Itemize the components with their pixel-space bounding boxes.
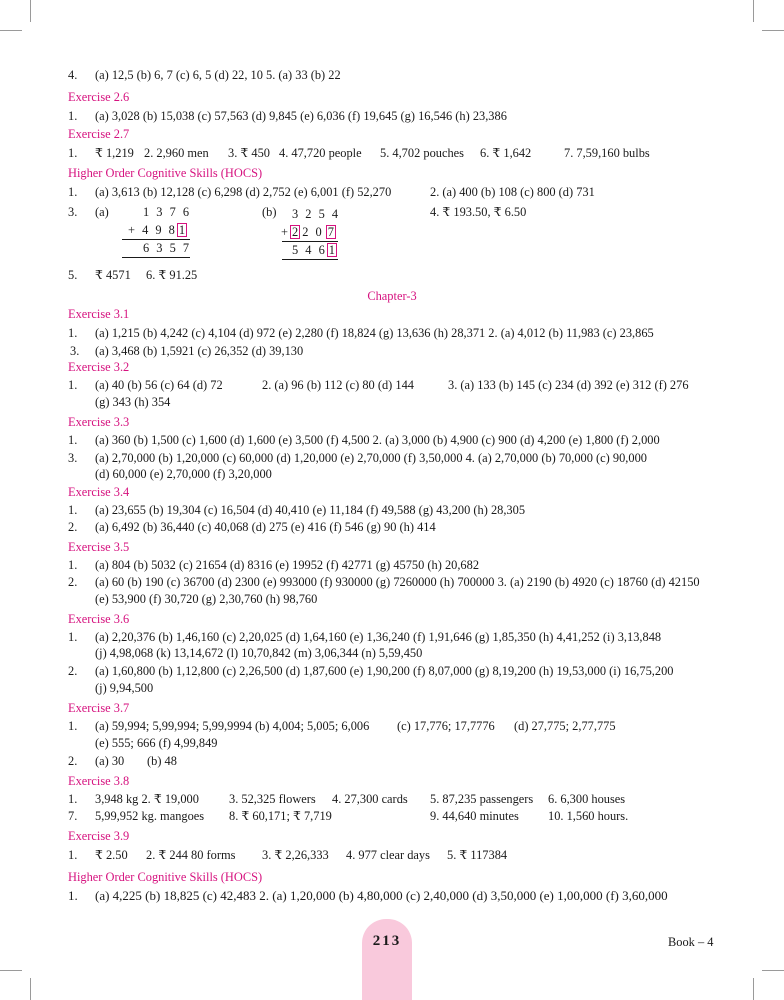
question-number: 2.: [68, 664, 78, 678]
answer-text: 5. ₹ 117384: [447, 848, 508, 862]
addend-digits: + 4 9 8: [128, 223, 177, 237]
answer-text: 4. 977 clear days: [346, 848, 430, 862]
answer-text: (a) 1,60,800 (b) 1,12,800 (c) 2,26,500 (d) 1,87,600 (e) 1,90,200 (f) 8,07,000 (g) 8,19,200 (h) 19,53,000 (i) 16,75,200: [95, 664, 674, 678]
answer-text: (d) 27,775; 2,77,775: [514, 719, 616, 733]
answer-text: 3. (a) 133 (b) 145 (c) 234 (d) 392 (e) 312 (f) 276: [448, 378, 689, 392]
crop-mark: [30, 0, 31, 22]
answer-text: (a) 2,70,000 (b) 1,20,000 (c) 60,000 (d) 1,20,000 (e) 2,70,000 (f) 3,50,000 4. (a) 2,70,000 (b) 70,000 (c) 90,000: [95, 451, 647, 465]
answer-text: 3. ₹ 450: [228, 146, 270, 160]
answer-text: 2. (a) 400 (b) 108 (c) 800 (d) 731: [430, 185, 595, 199]
exercise-heading: Exercise 3.1: [68, 307, 130, 321]
answer-text: 4. ₹ 193.50, ₹ 6.50: [430, 205, 527, 219]
question-number: 1.: [68, 433, 78, 447]
answer-text: (a) 804 (b) 5032 (c) 21654 (d) 8316 (e) 19952 (f) 42771 (g) 45750 (h) 20,682: [95, 558, 480, 572]
answer-text: (a) 1,215 (b) 4,242 (c) 4,104 (d) 972 (e) 2,280 (f) 18,824 (g) 13,636 (h) 28,371 2. (a) 4,012 (b) 11,983 (c) 23,865: [95, 326, 654, 340]
exercise-heading: Exercise 3.3: [68, 415, 130, 429]
page-number: 213: [372, 933, 402, 949]
exercise-heading: Exercise 3.6: [68, 612, 130, 626]
chapter-title: Chapter-3: [367, 289, 417, 303]
exercise-heading: Exercise 2.6: [68, 90, 130, 104]
question-number: 1.: [68, 326, 78, 340]
answer-text: (a) 30: [95, 754, 125, 768]
crop-mark: [753, 0, 754, 22]
exercise-heading: Exercise 3.5: [68, 540, 130, 554]
crop-mark: [762, 970, 784, 971]
answer-text: 2. ₹ 244 80 forms: [146, 848, 236, 862]
crop-mark: [0, 970, 22, 971]
question-number: 4.: [68, 68, 78, 82]
answer-text: (a) 23,655 (b) 19,304 (c) 16,504 (d) 40,410 (e) 11,184 (f) 49,588 (g) 43,200 (h) 28,305: [95, 503, 526, 517]
answer-text: (b) 48: [147, 754, 177, 768]
answer-text: 4. 47,720 people: [279, 146, 362, 160]
answer-text: 3. ₹ 2,26,333: [262, 848, 329, 862]
question-number: 7.: [68, 809, 78, 823]
exercise-heading: Exercise 3.7: [68, 701, 130, 715]
answer-text: 5,99,952 kg. mangoes: [95, 809, 205, 823]
answer-text: 8. ₹ 60,171; ₹ 7,719: [229, 809, 332, 823]
missing-digit-box: 1: [328, 243, 335, 257]
plus-sign: +: [281, 225, 290, 239]
exercise-heading: Exercise 2.7: [68, 127, 130, 141]
question-number: 3.: [68, 451, 78, 465]
question-number: 1.: [68, 558, 78, 572]
answer-text: 4. 27,300 cards: [332, 792, 408, 806]
crop-mark: [762, 30, 784, 31]
answer-label: (a): [95, 205, 109, 219]
answer-text: 7. 7,59,160 bulbs: [564, 146, 650, 160]
answer-text: 10. 1,560 hours.: [548, 809, 629, 823]
sum-rule: [122, 257, 190, 258]
question-number: 1.: [68, 630, 78, 644]
answer-text: (e) 555; 666 (f) 4,99,849: [95, 736, 218, 750]
answer-text: 3. 52,325 flowers: [229, 792, 316, 806]
crop-mark: [0, 30, 22, 31]
answer-text: (a) 3,028 (b) 15,038 (c) 57,563 (d) 9,845 (e) 6,036 (f) 19,645 (g) 16,546 (h) 23,386: [95, 109, 507, 123]
answer-text: (j) 4,98,068 (k) 13,14,672 (l) 10,70,842 (m) 3,06,344 (n) 5,59,450: [95, 646, 423, 660]
sum-rule: [282, 259, 338, 260]
answer-text: 9. 44,640 minutes: [430, 809, 519, 823]
addition-sum-a: [128, 204, 200, 264]
book-label: Book – 4: [668, 935, 714, 949]
answer-text: (a) 3,613 (b) 12,128 (c) 6,298 (d) 2,752 (e) 6,001 (f) 52,270: [95, 185, 392, 199]
exercise-heading: Exercise 3.9: [68, 829, 130, 843]
answer-text: 2. (a) 96 (b) 112 (c) 80 (d) 144: [262, 378, 414, 392]
question-number: 1.: [68, 378, 78, 392]
answer-text: 6. ₹ 91.25: [146, 268, 198, 282]
answer-text: 5. 87,235 passengers: [430, 792, 534, 806]
exercise-heading: Exercise 3.2: [68, 360, 130, 374]
answer-text: 6. ₹ 1,642: [480, 146, 532, 160]
question-number: 3.: [70, 344, 80, 358]
question-number: 2.: [68, 520, 78, 534]
question-number: 1.: [68, 503, 78, 517]
answer-text: 6. 6,300 houses: [548, 792, 626, 806]
answer-text: ₹ 4571: [95, 268, 131, 282]
missing-digit-box: 1: [178, 223, 186, 237]
answer-text: (a) 12,5 (b) 6, 7 (c) 6, 5 (d) 22, 10 5. (a) 33 (b) 22: [95, 68, 341, 82]
answer-text: ₹ 1,219: [95, 146, 134, 160]
answer-text: (e) 53,900 (f) 30,720 (g) 2,30,760 (h) 98,760: [95, 592, 318, 606]
answer-text: 2. 2,960 men: [144, 146, 209, 160]
answer-text: (a) 2,20,376 (b) 1,46,160 (c) 2,20,025 (d) 1,64,160 (e) 1,36,240 (f) 1,91,646 (g) 1,85,350 (h) 4,41,252 (i) 3,13,848: [95, 630, 662, 644]
page-number-badge: [362, 919, 412, 1000]
addend-top: 3 2 5 4: [292, 207, 341, 221]
answer-text: (c) 17,776; 17,7776: [397, 719, 495, 733]
question-number: 1.: [68, 109, 78, 123]
answer-text: (d) 60,000 (e) 2,70,000 (f) 3,20,000: [95, 467, 272, 481]
addend-top: 1 3 7 6: [143, 205, 192, 219]
answer-text: (a) 6,492 (b) 36,440 (c) 40,068 (d) 275 (e) 416 (f) 546 (g) 90 (h) 414: [95, 520, 436, 534]
exercise-heading: Exercise 3.8: [68, 774, 130, 788]
crop-mark: [30, 978, 31, 1000]
section-heading: Higher Order Cognitive Skills (HOCS): [68, 870, 263, 884]
question-number: 1.: [68, 146, 78, 160]
sum-result: 6 3 5 7: [143, 241, 192, 255]
sum-result: [292, 242, 339, 258]
addend-bottom: [281, 224, 338, 240]
question-number: 2.: [68, 575, 78, 589]
section-heading: Higher Order Cognitive Skills (HOCS): [68, 166, 263, 180]
addend-bottom: [128, 222, 189, 238]
answer-text: 3,948 kg 2. ₹ 19,000: [95, 792, 199, 806]
answer-text: ₹ 2.50: [95, 848, 128, 862]
answer-text: (a) 40 (b) 56 (c) 64 (d) 72: [95, 378, 223, 392]
answer-text: (a) 60 (b) 190 (c) 36700 (d) 2300 (e) 993000 (f) 930000 (g) 7260000 (h) 700000 3. (a) 2190 (b) 4920 (c) 18760 (d) 42150: [95, 575, 700, 589]
question-number: 5.: [68, 268, 78, 282]
question-number: 1.: [68, 888, 78, 903]
answer-text: (a) 59,994; 5,99,994; 5,99,9994 (b) 4,004; 5,005; 6,006: [95, 719, 370, 733]
question-number: 1.: [68, 185, 78, 199]
question-number: 2.: [68, 754, 78, 768]
sum-digits: 5 4 6: [292, 243, 327, 257]
missing-digit-box: 2: [292, 225, 299, 239]
question-number: 3.: [68, 205, 78, 219]
answer-label: (b): [262, 205, 277, 219]
answer-text: (a) 4,225 (b) 18,825 (c) 42,483 2. (a) 1,20,000 (b) 4,80,000 (c) 2,40,000 (d) 3,50,000 (e) 1,00,000 (f) 3,60,000: [95, 888, 668, 903]
question-number: 1.: [68, 848, 78, 862]
answer-text: (g) 343 (h) 354: [95, 395, 171, 409]
answer-text: (a) 3,468 (b) 1,5921 (c) 26,352 (d) 39,130: [95, 344, 304, 358]
missing-digit-box: 7: [327, 225, 334, 239]
addend-digits: 2 0: [302, 225, 324, 239]
addition-sum-b: [281, 204, 352, 264]
crop-mark: [753, 978, 754, 1000]
answer-text: 5. 4,702 pouches: [380, 146, 464, 160]
question-number: 1.: [68, 792, 78, 806]
answer-text: (j) 9,94,500: [95, 681, 154, 695]
exercise-heading: Exercise 3.4: [68, 485, 130, 499]
question-number: 1.: [68, 719, 78, 733]
answer-text: (a) 360 (b) 1,500 (c) 1,600 (d) 1,600 (e) 3,500 (f) 4,500 2. (a) 3,000 (b) 4,900 (c) 900 (d) 4,200 (e) 1,800 (f) 2,000: [95, 433, 660, 447]
